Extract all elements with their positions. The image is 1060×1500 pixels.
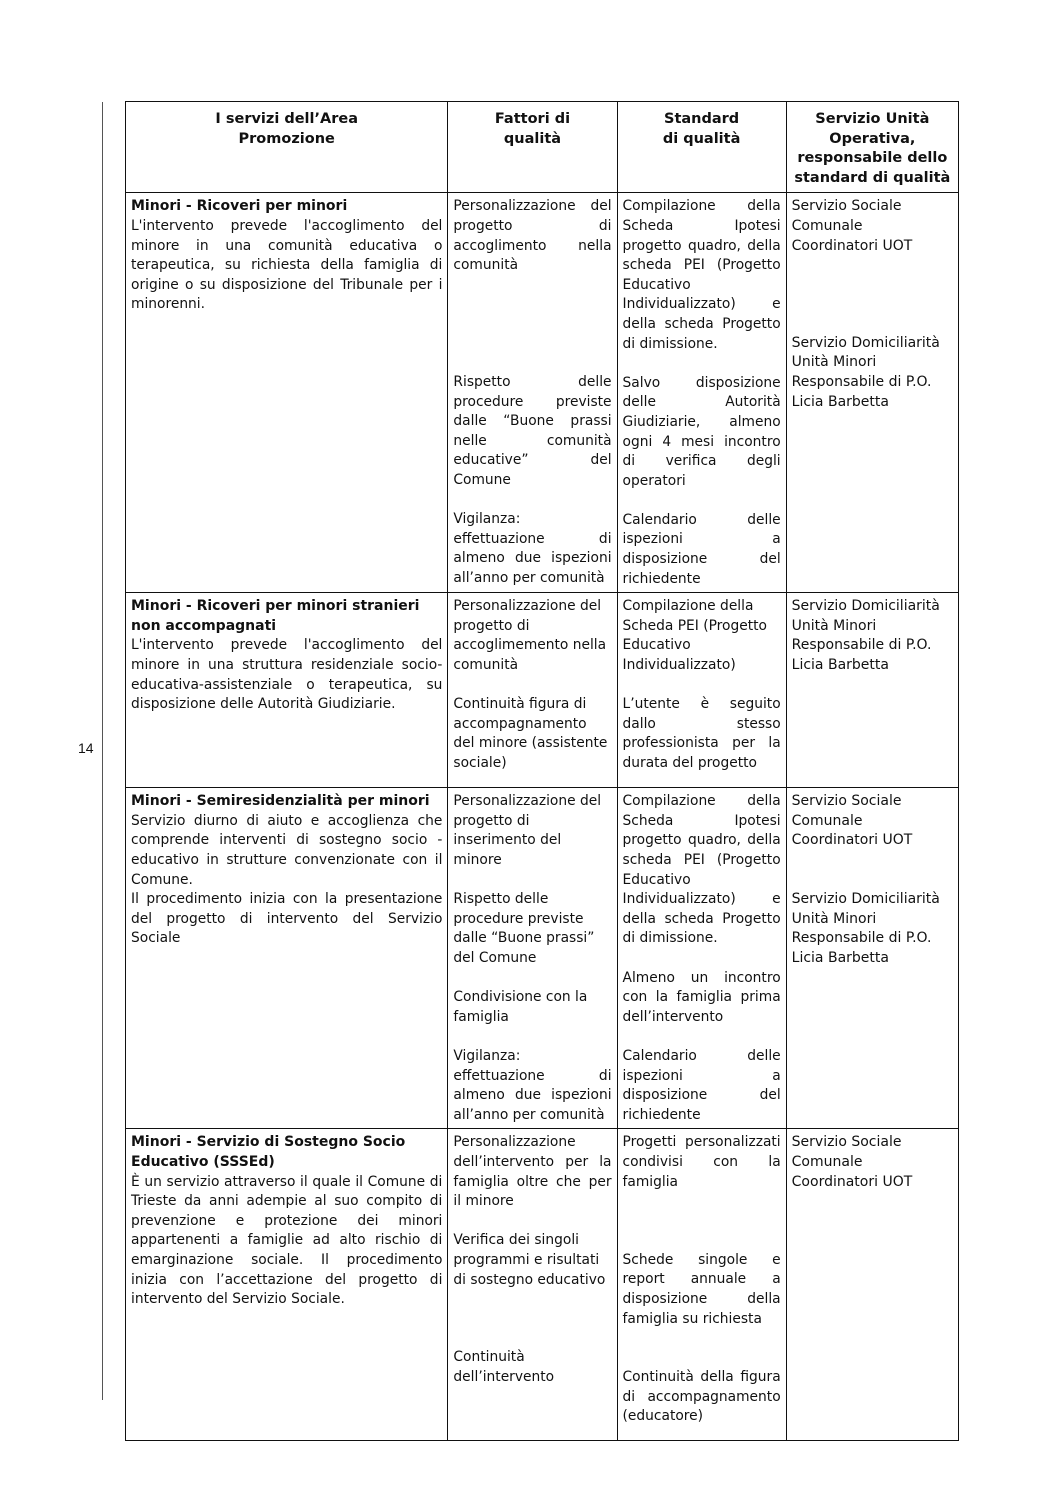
standard-item: Calendario delle ispezioni a disposizione del richiedente <box>622 1047 781 1123</box>
responsible-line: Responsabile di P.O. <box>791 373 932 390</box>
header-row <box>126 102 959 193</box>
factor-item: Personalizzazione del progetto di inserimento del minore <box>453 793 602 869</box>
standard-item: Progetti personalizzati condivisi con la famiglia <box>622 1134 781 1190</box>
responsible-line: Servizio Sociale <box>791 793 902 810</box>
factors-cell <box>448 193 617 593</box>
standard-item: Compilazione della Scheda Ipotesi progetto quadro, della scheda PEI (Progetto Educativo Individualizzato) e della scheda Progetto di dimissione. <box>622 198 781 352</box>
standards-cell <box>617 788 786 1129</box>
factor-item: Vigilanza: effettuazione di almeno due ispezioni all’anno per comunità <box>453 511 612 586</box>
responsible-line: Servizio Sociale <box>791 1134 902 1151</box>
table-row <box>126 788 959 1129</box>
header-services: I servizi dell’Area Promozione <box>126 102 448 193</box>
spacer <box>792 851 953 890</box>
factor-item: Rispetto delle procedure previste dalle “Buone prassi nelle comunità educative” del Comune <box>453 373 612 488</box>
standards-cell <box>617 193 786 593</box>
service-title: Minori - Servizio di Sostegno Socio Educativo (SSSEd) <box>131 1134 406 1170</box>
table-row <box>126 193 959 593</box>
service-description-2: Il procedimento inizia con la presentazione del progetto di intervento del Servizio Sociale <box>131 891 443 947</box>
standard-item: Compilazione della Scheda Ipotesi progetto quadro, della scheda PEI (Progetto Educativo Individualizzato) e della scheda Progetto di dimissione. <box>622 793 781 947</box>
spacer <box>453 334 611 354</box>
service-cell <box>126 593 448 788</box>
spacer <box>623 1192 781 1231</box>
table-row <box>126 593 959 788</box>
spacer <box>453 969 611 989</box>
responsible-line: Servizio Domiciliarità <box>791 334 940 351</box>
spacer <box>453 353 611 373</box>
standard-item: Continuità della figura di accompagnamento (educatore) <box>622 1369 781 1425</box>
factors-cell <box>448 593 617 788</box>
spacer <box>623 354 781 374</box>
responsible-line: Responsabile di P.O. <box>791 637 932 654</box>
responsible-line: Coordinatori UOT <box>791 237 913 254</box>
factor-item: Rispetto delle procedure previste dalle “Buone prassi” del Comune <box>453 891 595 966</box>
factor-item: Personalizzazione del progetto di accoglimento nella comunità <box>453 198 612 274</box>
responsible-line: Comunale <box>791 217 863 234</box>
responsible-line: Coordinatori UOT <box>791 1173 913 1190</box>
standard-item: Compilazione della Scheda PEI (Progetto Educativo Individualizzato) <box>622 598 767 674</box>
margin-rule <box>102 102 103 1400</box>
standard-item: L’utente è seguito dallo stesso professionista per la durata del progetto <box>622 696 781 771</box>
spacer <box>453 491 611 511</box>
responsible-line: Unità Minori <box>791 910 877 927</box>
spacer <box>453 1212 611 1232</box>
responsible-line: Coordinatori UOT <box>791 832 913 849</box>
spacer <box>623 676 781 696</box>
responsible-line: Comunale <box>791 812 863 829</box>
factors-cell <box>448 788 617 1129</box>
service-title: Minori - Ricoveri per minori stranieri non accompagnati <box>131 598 420 634</box>
standard-item: Schede singole e report annuale a disposizione della famiglia su richiesta <box>622 1251 781 1327</box>
factor-item: Personalizzazione dell’intervento per la famiglia oltre che per il minore <box>453 1134 612 1210</box>
spacer <box>623 949 781 969</box>
spacer <box>792 256 953 314</box>
responsible-cell <box>786 593 958 788</box>
header-standards: Standard di qualità <box>617 102 786 193</box>
responsible-line: Servizio Domiciliarità <box>791 891 940 908</box>
spacer <box>453 276 611 334</box>
spacer <box>453 1290 611 1348</box>
responsible-line: Licia Barbetta <box>791 949 889 966</box>
spacer <box>792 314 953 334</box>
responsible-line: Servizio Sociale <box>791 198 902 215</box>
header-responsible: Servizio Unità Operativa, responsabile dello standard di qualità <box>786 102 958 193</box>
spacer <box>623 1329 781 1368</box>
service-description: L'intervento prevede l'accoglimento del minore in una struttura residenziale socio-educativa-assistenziale o terapeutica, su disposizione delle Autorità Giudiziarie. <box>131 637 443 713</box>
factor-item: Continuità figura di accompagnamento del minore (assistente sociale) <box>453 696 608 771</box>
standards-cell <box>617 1129 786 1441</box>
factor-item: Verifica dei singoli programmi e risultati di sostegno educativo <box>453 1232 606 1288</box>
service-description: L'intervento prevede l'accoglimento del minore in una comunità educativa o terapeutica, su richiesta della famiglia di origine o su disposizione del Tribunale per i minorenni. <box>131 217 443 313</box>
factor-item: Condivisione con la famiglia <box>453 989 588 1025</box>
quality-standards-table <box>125 101 959 1441</box>
standard-item: Almeno un incontro con la famiglia prima dell’intervento <box>622 969 781 1025</box>
responsible-cell <box>786 1129 958 1441</box>
spacer <box>623 491 781 511</box>
page-number: 14 <box>78 740 94 756</box>
responsible-line: Licia Barbetta <box>791 393 889 410</box>
standard-item: Calendario delle ispezioni a disposizione del richiedente <box>622 511 781 587</box>
service-title: Minori - Semiresidenzialità per minori <box>131 793 430 810</box>
responsible-line: Responsabile di P.O. <box>791 930 932 947</box>
spacer <box>453 676 611 696</box>
factors-cell <box>448 1129 617 1441</box>
responsible-line: Comunale <box>791 1153 863 1170</box>
spacer <box>623 1231 781 1251</box>
standards-cell <box>617 593 786 788</box>
table-row <box>126 1129 959 1441</box>
service-title: Minori - Ricoveri per minori <box>131 198 348 215</box>
spacer <box>453 871 611 891</box>
factor-item: Continuità dell’intervento <box>453 1349 555 1385</box>
spacer <box>453 1027 611 1047</box>
service-cell <box>126 788 448 1129</box>
responsible-cell <box>786 193 958 593</box>
standard-item: Salvo disposizione delle Autorità Giudiziarie, almeno ogni 4 mesi incontro di verifica degli operatori <box>622 374 781 489</box>
service-description: Servizio diurno di aiuto e accoglienza che comprende interventi di sostegno socio - educativo in strutture convenzionate con il Comune. <box>131 812 443 888</box>
factor-item: Vigilanza: effettuazione di almeno due ispezioni all’anno per comunità <box>453 1047 612 1123</box>
responsible-cell <box>786 788 958 1129</box>
responsible-line: Unità Minori <box>791 617 877 634</box>
service-cell <box>126 193 448 593</box>
service-cell <box>126 1129 448 1441</box>
service-description: È un servizio attraverso il quale il Comune di Trieste da anni adempie al suo compito di prevenzione e protezione dei minori appartenenti a famiglie ad alto rischio di emarginazione sociale. Il procedimento inizia con l’accettazione del progetto di intervento del Servizio Sociale. <box>131 1173 443 1308</box>
responsible-line: Servizio Domiciliarità <box>791 598 940 615</box>
header-factors: Fattori di qualità <box>448 102 617 193</box>
factor-item: Personalizzazione del progetto di accoglimemento nella comunità <box>453 598 607 674</box>
responsible-line: Unità Minori <box>791 354 877 371</box>
responsible-line: Licia Barbetta <box>791 657 889 674</box>
spacer <box>623 1027 781 1047</box>
